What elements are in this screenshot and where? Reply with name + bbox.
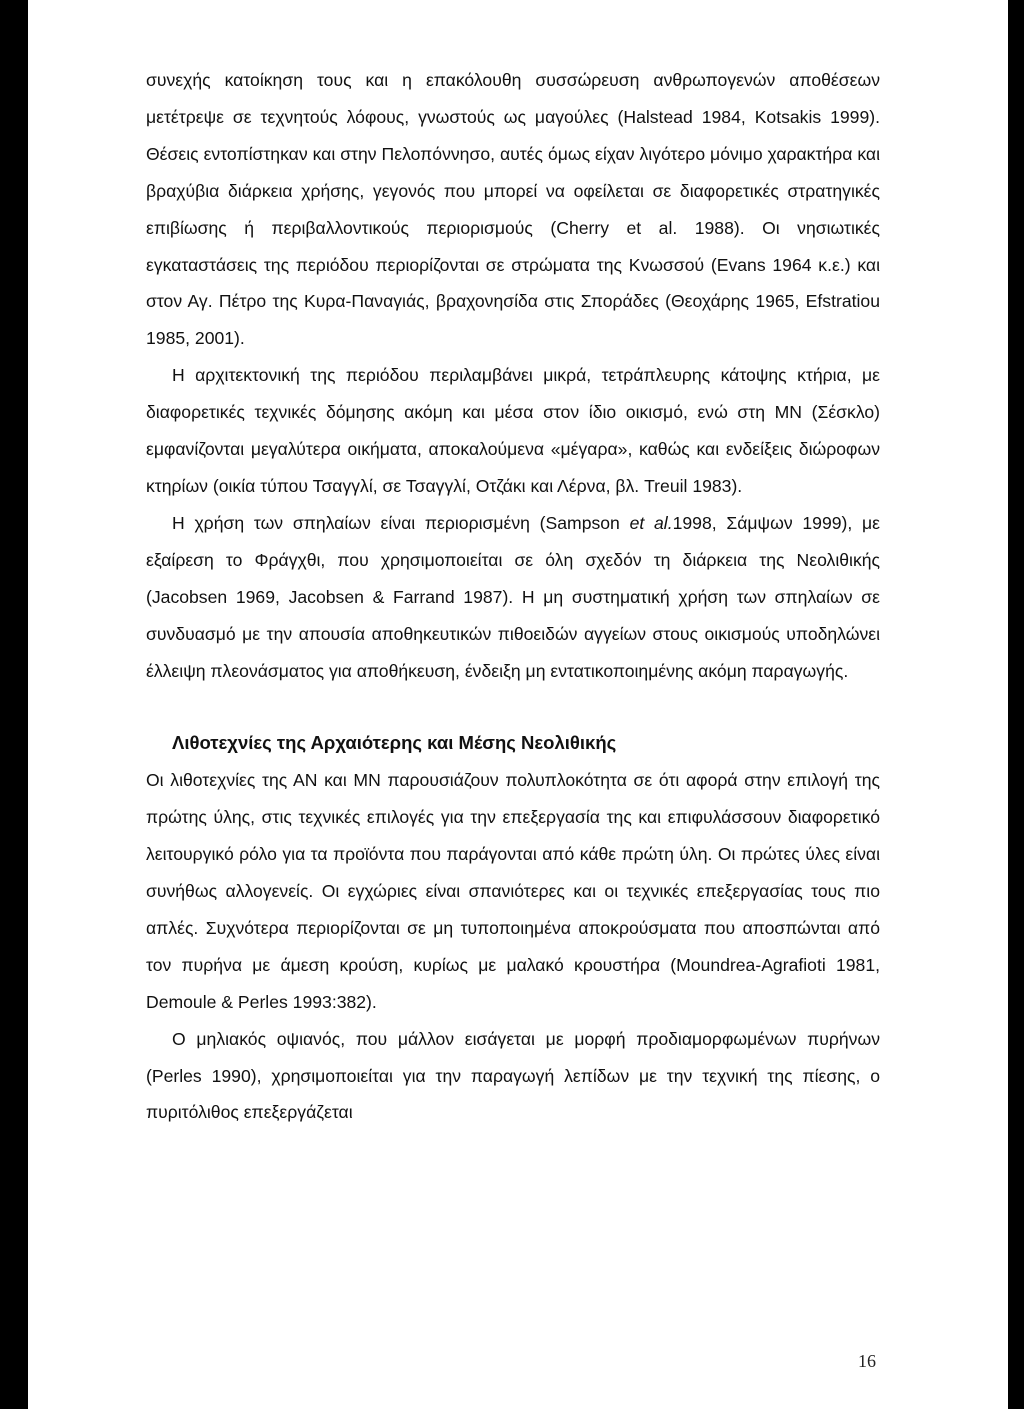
document-body [146, 62, 880, 1131]
paragraph-architecture: Η αρχιτεκτονική της περιόδου περιλαμβάνει μικρά, τετράπλευρης κάτοψης κτήρια, με διαφορετικές τεχνικές δόμησης ακόμη και μέσα στον ίδιο οικισμό, ενώ στη ΜΝ (Σέσκλο) εμφανίζονται μεγαλύτερα οικήματα, αποκαλούμενα «μέγαρα», καθώς και ενδείξεις διώροφων κτηρίων (οικία τύπου Τσαγγλί, σε Τσαγγλί, Οτζάκι και Λέρνα, βλ. Treuil 1983). [146, 365, 880, 496]
section-heading: Λιθοτεχνίες της Αρχαιότερης και Μέσης Νεολιθικής [172, 732, 617, 754]
paragraph-settlement: συνεχής κατοίκηση τους και η επακόλουθη συσσώρευση ανθρωπογενών αποθέσεων μετέτρεψε σε τεχνητούς λόφους, γνωστούς ως μαγούλες (Halstead 1984, Kotsakis 1999). Θέσεις εντοπίστηκαν και στην Πελοπόννησο, αυτές όμως είχαν λιγότερο μόνιμο χαρακτήρα και βραχύβια διάρκεια χρήσης, γεγονός που μπορεί να οφείλεται σε διαφορετικές στρατηγικές επιβίωσης ή περιβαλλοντικούς περιορισμούς (Cherry et al. 1988). Οι νησιωτικές εγκαταστάσεις της περιόδου περιορίζονται σε στρώματα της Κνωσσού (Evans 1964 κ.ε.) και στον Αγ. Πέτρο της Κυρα-Παναγιάς, βραχονησίδα στις Σποράδες (Θεοχάρης 1965, Efstratiou 1985, 2001). [146, 70, 880, 349]
paragraph-lithics-intro: Οι λιθοτεχνίες της ΑΝ και ΜΝ παρουσιάζουν πολυπλοκότητα σε ότι αφορά στην επιλογή της πρώτης ύλης, στις τεχνικές επιλογές για την επεξεργασία της και επιφυλάσσουν διαφορετικό λειτουργικό ρόλο για τα προϊόντα που παράγονται από κάθε πρώτη ύλη. Οι πρώτες ύλες είναι συνήθως αλλογενείς. Οι εγχώριες είναι σπανιότερες και οι τεχνικές επεξεργασίας τους πιο απλές. Συχνότερα περιορίζονται σε μη τυποποιημένα αποκρούσματα που αποσπώνται από τον πυρήνα με άμεση κρούση, κυρίως με μαλακό κρουστήρα (Moundrea-Agrafioti 1981, Demoule & Perles 1993:382). [146, 770, 880, 1012]
paragraph-obsidian: Ο μηλιακός οψιανός, που μάλλον εισάγεται με μορφή προδιαμορφωμένων πυρήνων (Perles 1990), χρησιμοποιείται για την παραγωγή λεπίδων με την τεχνική της πίεσης, ο πυριτόλιθος επεξεργάζεται [146, 1028, 880, 1123]
caves-italic-citation: et al. [629, 512, 673, 533]
caves-text-start: Η χρήση των σπηλαίων είναι περιορισμένη (Sampson [172, 512, 630, 533]
caves-text-end: 1998, Σάμψων 1999), με εξαίρεση το Φράγχθι, που χρησιμοποιείται σε όλη σχεδόν τη διάρκεια της Νεολιθικής (Jacobsen 1969, Jacobsen & Farrand 1987). Η μη συστηματική χρήση των σπηλαίων σε συνδυασμό με την απουσία αποθηκευτικών πιθοειδών αγγείων στους οικισμούς υποδηλώνει έλλειψη πλεονάσματος για αποθήκευση, ένδειξη μη εντατικοποιημένης ακόμη παραγωγής. [146, 512, 880, 681]
document-page [28, 0, 1008, 1409]
paragraph-caves [146, 505, 880, 690]
page-number: 16 [858, 1351, 876, 1371]
